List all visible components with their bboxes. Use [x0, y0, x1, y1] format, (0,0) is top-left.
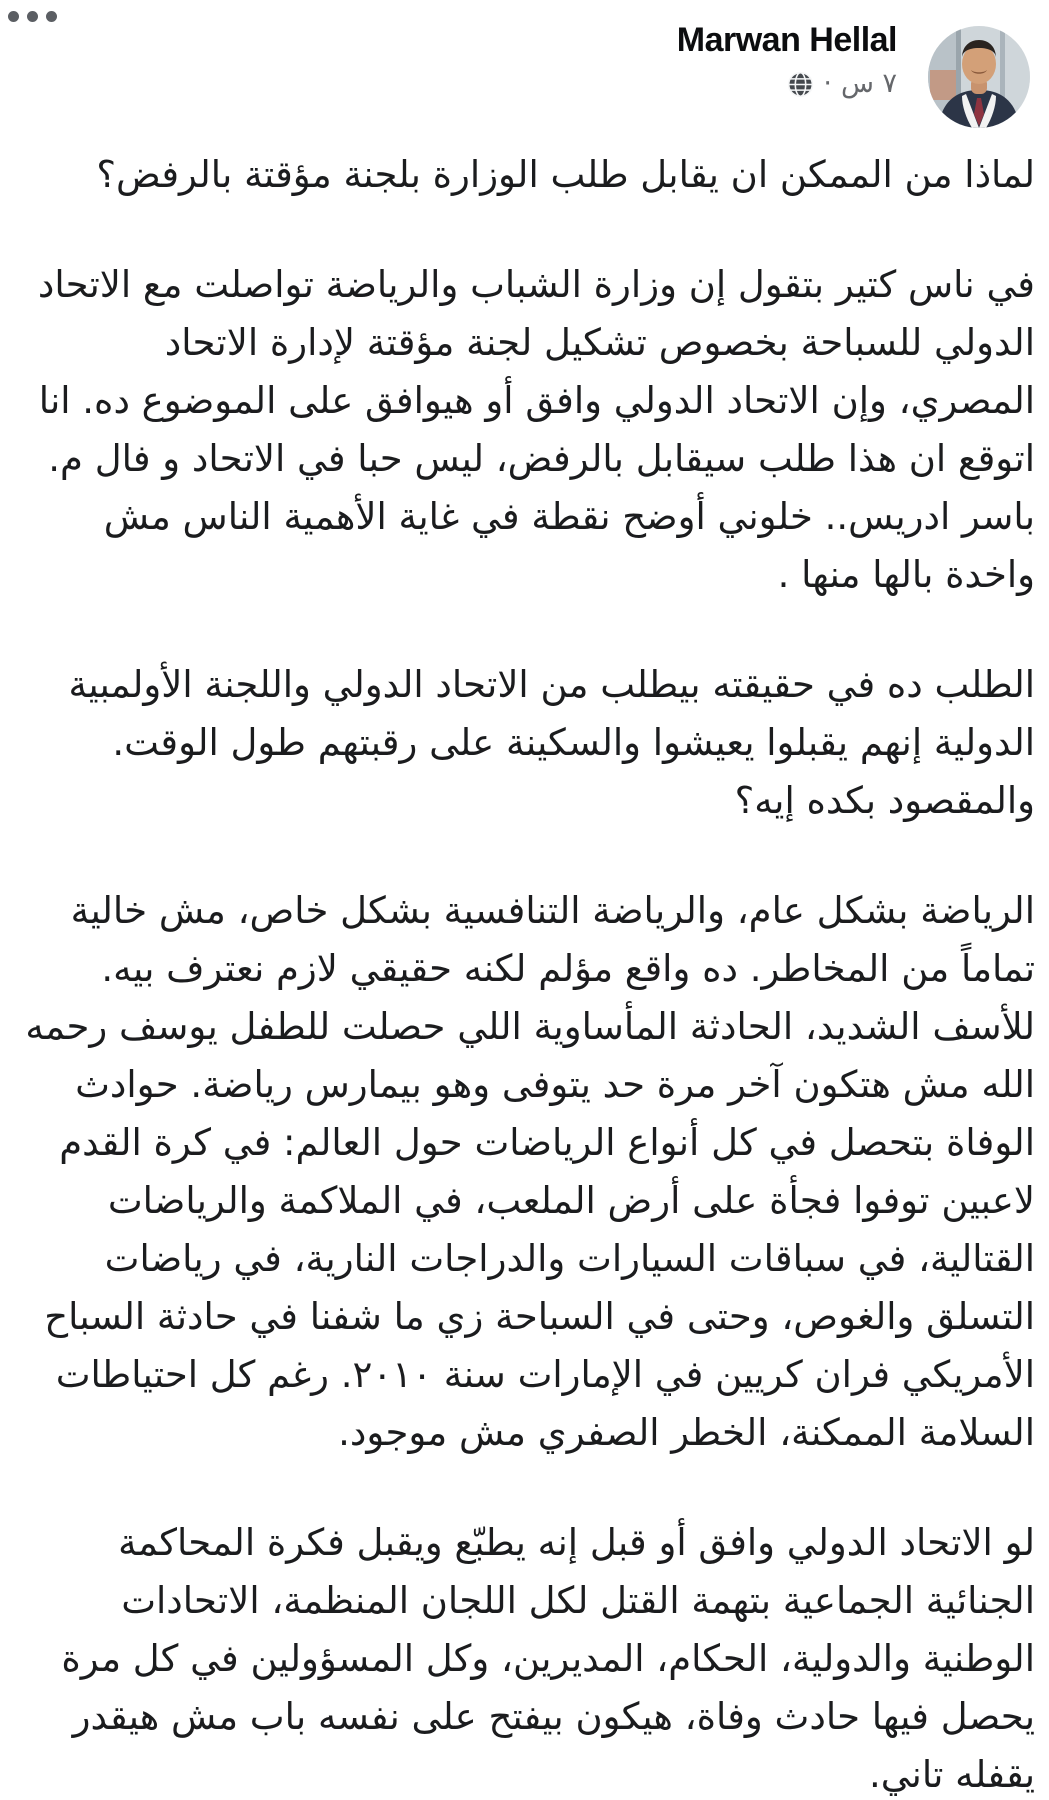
post-paragraph [25, 256, 1035, 604]
post-meta [677, 69, 897, 99]
post-text-line: القتالية، في سباقات السيارات والدراجات النارية، في رياضات [104, 1237, 1035, 1280]
post-text-line: الجنائية الجماعية بتهمة القتل لكل اللجان المنظمة، الاتحادات [121, 1579, 1035, 1622]
post-paragraph [25, 1514, 1035, 1800]
dot-icon [46, 11, 57, 22]
post-text-line: الدولي للسباحة بخصوص تشكيل لجنة مؤقتة لإدارة الاتحاد [164, 321, 1035, 364]
post-text-line: تماماً من المخاطر. ده واقع مؤلم لكنه حقيقي لازم نعترف بيه. [101, 947, 1035, 990]
author-name[interactable]: Marwan Hellal [676, 21, 897, 59]
post-text-line: لو الاتحاد الدولي وافق أو قبل إنه يطبّع ويقبل فكرة المحاكمة [118, 1521, 1035, 1564]
post-text-line: الأمريكي فران كريين في الإمارات سنة ٢٠١٠. رغم كل احتياطات [55, 1353, 1035, 1396]
meta-separator: · [823, 68, 832, 99]
dot-icon [27, 11, 38, 22]
post-text-line: لاعبين توفوا فجأة على أرض الملعب، في الملاكمة والرياضات [107, 1179, 1035, 1222]
post-text-line: واخدة بالها منها . [777, 553, 1035, 596]
post-text-line: الطلب ده في حقيقته بيطلب من الاتحاد الدولي واللجنة الأولمبية [68, 663, 1035, 706]
post-text-line: يحصل فيها حادث وفاة، هيكون بيفتح على نفسه باب مش هيقدر [72, 1695, 1035, 1738]
post-text-line: الوفاة بتحصل في كل أنواع الرياضات حول العالم: في كرة القدم [59, 1121, 1035, 1164]
post-paragraph [25, 656, 1035, 830]
post-text-line: يقفله تاني. [868, 1753, 1035, 1796]
post-paragraph [25, 146, 1035, 204]
post-text-line: الدولية إنهم يقبلوا يعيشوا والسكينة على رقبتهم طول الوقت. [112, 721, 1035, 764]
post-text-line: والمقصود بكده إيه؟ [734, 779, 1035, 822]
post-text-line: الرياضة بشكل عام، والرياضة التنافسية بشكل خاص، مش خالية [70, 889, 1035, 932]
timestamp[interactable]: ٧ س [840, 68, 897, 99]
post-body [0, 134, 1049, 1800]
post-paragraph [25, 882, 1035, 1462]
avatar[interactable] [928, 26, 1030, 128]
post-text-line: لماذا من الممكن ان يقابل طلب الوزارة بلجنة مؤقتة بالرفض؟ [96, 153, 1035, 196]
post-text-line: التسلق والغوص، وحتى في السباحة زي ما شفنا في حادثة السباح [44, 1295, 1035, 1338]
post-text-line: الله مش هتكون آخر مرة حد يتوفى وهو بيمارس رياضة. حوادث [75, 1063, 1035, 1106]
post-text-line: المصري، وإن الاتحاد الدولي وافق أو هيوافق على الموضوع ده. انا [38, 379, 1035, 422]
post-text-line: في ناس كتير بتقول إن وزارة الشباب والرياضة تواصلت مع الاتحاد [37, 263, 1035, 306]
post-text-line: السلامة الممكنة، الخطر الصفري مش موجود. [338, 1411, 1035, 1454]
post-text-line: للأسف الشديد، الحادثة المأساوية اللي حصلت للطفل يوسف رحمه [25, 1005, 1035, 1048]
post-header [0, 0, 1049, 134]
post-text-line: باسر ادريس.. خلوني أوضح نقطة في غاية الأهمية الناس مش [103, 495, 1035, 538]
header-text-block [677, 20, 897, 99]
profile-photo [928, 26, 1030, 128]
post-text-line: اتوقع ان هذا طلب سيقابل بالرفض، ليس حبا في الاتحاد و فال م. [48, 437, 1035, 480]
dot-icon [8, 11, 19, 22]
more-options-button[interactable] [8, 11, 57, 22]
post-text-line: الوطنية والدولية، الحكام، المديرين، وكل المسؤولين في كل مرة [61, 1637, 1035, 1680]
globe-public-icon [787, 71, 814, 98]
